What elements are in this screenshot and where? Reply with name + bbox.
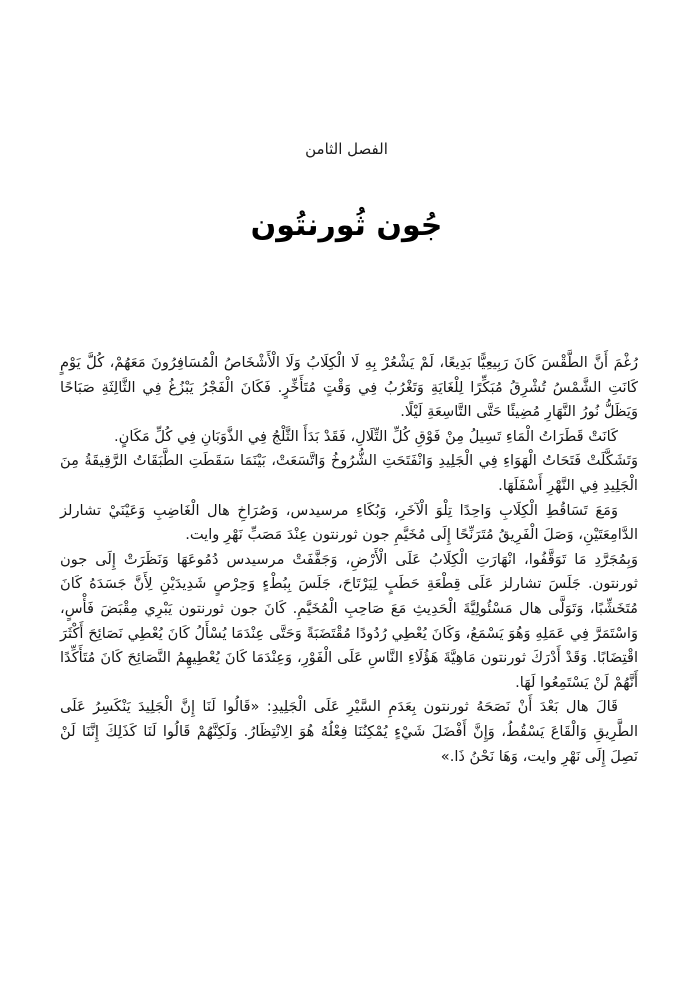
paragraph: وَبِمُجَرَّدِ مَا تَوَقَّفُوا، انْهَارَتِ الْكِلَابُ عَلَى الْأَرْضِ، وَجَفَّفَتْ مرسيدس دُمُوعَهَا وَنَظَرَتْ إِلَى جون ثورنتون. جَلَسَ تشارلز عَلَى قِطْعَةِ حَطَبٍ لِيَرْتَاحَ، جَلَسَ بِبُطْءٍ وَحِرْصٍ شَدِيدَيْنِ لِأَنَّ جَسَدَهُ كَانَ مُتَخَشِّبًا، وَتَوَلَّى هال مَسْئُولِيَّةَ الْحَدِيثِ مَعَ صَاحِبِ الْمُخَيَّمِ. كَانَ جون ثورنتون يَبْرِي مِقْبَضَ فَأْسٍ، وَاسْتَمَرَّ فِي عَمَلِهِ وَهُوَ يَسْمَعُ، وَكَانَ يُعْطِي رُدُودًا مُقْتَضَبَةً وَحَتَّى عِنْدَمَا يُسْأَلُ كَانَ يُعْطِي نَصَائِحَ أَكْثَرَ اقْتِضَابًا. وَقَدْ أَدْرَكَ ثورنتون مَاهِيَّةَ هَؤُلَاءِ النَّاسِ عَلَى الْفَوْرِ، وَعِنْدَمَا كَانَ يُعْطِيهِمُ النَّصَائِحَ كَانَ مُتَأَكِّدًا أَنَّهُمْ لَنْ يَسْتَمِعُوا لَهَا. <box>60 550 638 691</box>
chapter-title: جُون ثُورنتُون <box>250 208 443 243</box>
paragraph: رُغْمَ أَنَّ الطَّقْسَ كَانَ رَبِيعِيًّا بَدِيعًا، لَمْ يَشْعُرْ بِهِ لَا الْكِلَابُ وَلَا الْأَشْخَاصُ الْمُسَافِرُونَ مَعَهُمْ، كُلَّ يَوْمٍ كَانَتِ الشَّمْسُ تُشْرِقُ مُبَكِّرًا لِلْغَايَةِ وَتَغْرُبُ فِي وَقْتٍ مُتَأَخِّرٍ. فَكَانَ الْفَجْرُ يَبْزُغُ فِي الثَّالِثَةِ صَبَاحًا وَيَظَلُّ نُورُ النَّهَارِ مُضِيئًا حَتَّى التَّاسِعَةِ لَيْلًا. <box>60 354 638 421</box>
paragraph: وَتَشَكَّلَتْ فَتَحَاتُ الْهَوَاءِ فِي الْجَلِيدِ وَانْفَتَحَتِ الشُّرُوخُ وَاتَّسَعَتْ، بَيْنَمَا سَقَطَتِ الطَّبَقَاتُ الرَّقِيقَةُ مِنَ الْجَلِيدِ فِي النَّهْرِ أَسْفَلَهَا. <box>60 452 638 494</box>
paragraph: قَالَ هال بَعْدَ أَنْ نَصَحَهُ ثورنتون بِعَدَمِ السَّيْرِ عَلَى الْجَلِيدِ: «قَالُوا لَنَا إِنَّ الْجَلِيدَ يَنْكَسِرُ عَلَى الطَّرِيقِ وَالْقَاعَ يَسْقُطُ، وَإِنَّ أَفْضَلَ شَيْءٍ يُمْكِنُنَا فِعْلُهُ هُوَ الِانْتِظَارُ. وَلَكِنَّهُمْ قَالُوا لَنَا كَذَلِكَ إِنَّنَا لَنْ نَصِلَ إِلَى نَهْرِ وايت، وَهَا نَحْنُ ذَا.» <box>60 698 638 765</box>
paragraph: وَمَعَ تَسَاقُطِ الْكِلَابِ وَاحِدًا تِلْوَ الْآخَرِ، وَبُكَاءِ مرسيدس، وَصُرَاخِ هال الْغَاضِبِ وَعَيْنَيْ تشارلز الدَّامِعَتَيْنِ، وَصَلَ الْفَرِيقُ مُتَرَنِّحًا إِلَى مُخَيَّمِ جون ثورنتون عِنْدَ مَصَبِّ نَهْرِ وايت. <box>60 501 638 544</box>
chapter-label: الفصل الثامن <box>305 140 388 158</box>
chapter-body <box>60 351 638 769</box>
paragraph: كَانَتْ قَطَرَاتُ الْمَاءِ تَسِيلُ مِنْ فَوْقِ كُلِّ التِّلَالِ، فَقَدْ بَدَأَ الثَّلْجُ فِي الذَّوَبَانِ فِي كُلِّ مَكَانٍ. <box>114 427 618 445</box>
